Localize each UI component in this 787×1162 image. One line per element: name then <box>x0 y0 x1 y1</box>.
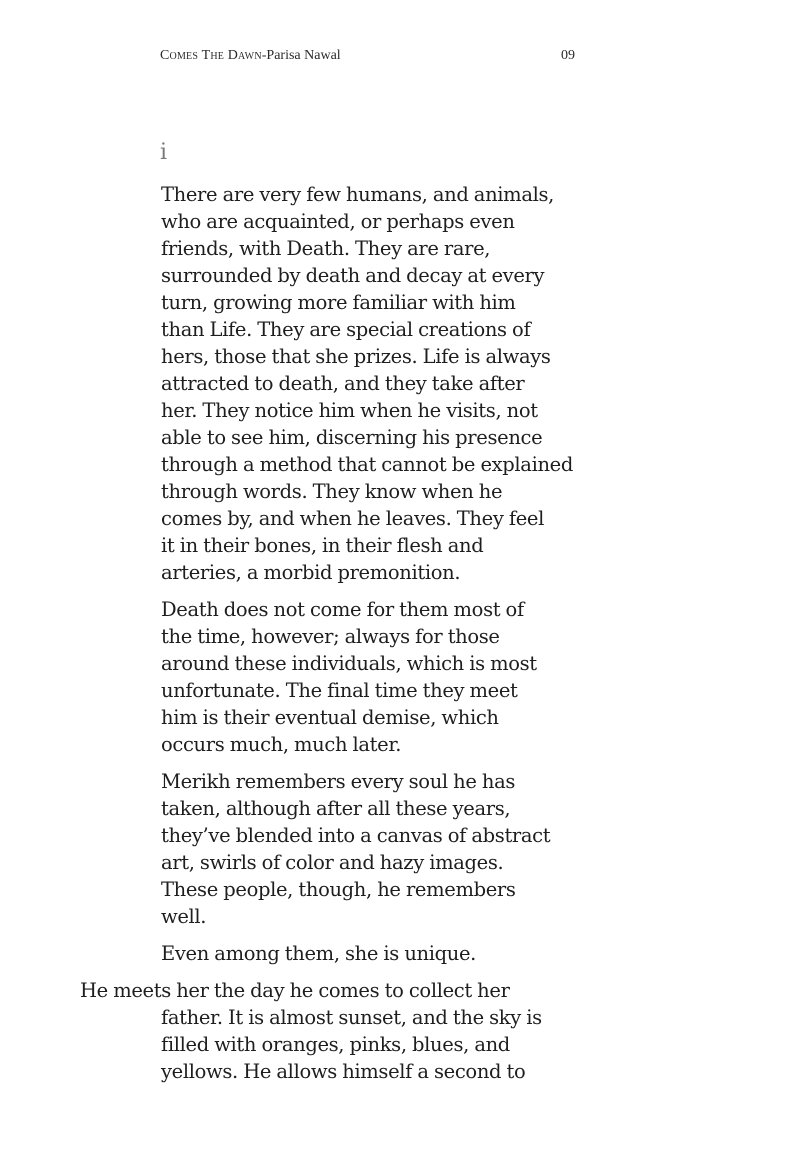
text-line: unfortunate. The final time they meet <box>161 679 518 702</box>
text-line: There are very few humans, and animals, <box>161 183 554 206</box>
text-line: who are acquainted, or perhaps even <box>161 210 515 233</box>
paragraph-3 <box>0 768 787 930</box>
text-line: turn, growing more familiar with him <box>161 291 516 314</box>
text-line: they’ve blended into a canvas of abstract <box>161 824 551 847</box>
title-separator: - <box>261 48 267 63</box>
text-line: comes by, and when he leaves. They feel <box>161 507 544 530</box>
text-line: attracted to death, and they take after <box>161 372 525 395</box>
paragraph-1 <box>0 181 787 586</box>
author-name: Parisa Nawal <box>266 48 341 63</box>
paragraph-5 <box>0 977 787 1085</box>
text-line: arteries, a morbid premonition. <box>161 561 461 584</box>
text-line: friends, with Death. They are rare, <box>161 237 491 260</box>
text-line: than Life. They are special creations of <box>161 318 531 341</box>
text-line: taken, although after all these years, <box>161 797 511 820</box>
text-line: art, swirls of color and hazy images. <box>161 851 504 874</box>
text-line: He meets her the day he comes to collect her <box>80 979 510 1002</box>
chapter-number: i <box>160 140 168 165</box>
text-line: surrounded by death and decay at every <box>161 264 545 287</box>
running-head <box>160 48 575 68</box>
text-line: yellows. He allows himself a second to <box>161 1060 526 1083</box>
paragraph-4 <box>0 940 787 967</box>
text-line: well. <box>161 905 207 928</box>
text-line: able to see him, discerning his presence <box>161 426 543 449</box>
page-number: 09 <box>561 48 575 63</box>
text-line: around these individuals, which is most <box>161 652 537 675</box>
text-line: Even among them, she is unique. <box>161 942 476 965</box>
paragraph-2 <box>0 596 787 758</box>
text-line: filled with oranges, pinks, blues, and <box>161 1033 510 1056</box>
text-line: Merikh remembers every soul he has <box>161 770 516 793</box>
text-line: the time, however; always for those <box>161 625 500 648</box>
text-line: These people, though, he remembers <box>161 878 516 901</box>
text-line: it in their bones, in their flesh and <box>161 534 484 557</box>
running-head-title <box>160 48 341 64</box>
text-line: hers, those that she prizes. Life is always <box>161 345 551 368</box>
text-line: him is their eventual demise, which <box>161 706 499 729</box>
body-text <box>0 181 787 1095</box>
text-line: father. It is almost sunset, and the sky is <box>161 1006 542 1029</box>
book-title: Comes The Dawn <box>160 48 262 63</box>
text-line: through words. They know when he <box>161 480 503 503</box>
text-line: occurs much, much later. <box>161 733 402 756</box>
text-line: through a method that cannot be explained <box>161 453 573 476</box>
text-line: her. They notice him when he visits, not <box>161 399 538 422</box>
text-line: Death does not come for them most of <box>161 598 524 621</box>
